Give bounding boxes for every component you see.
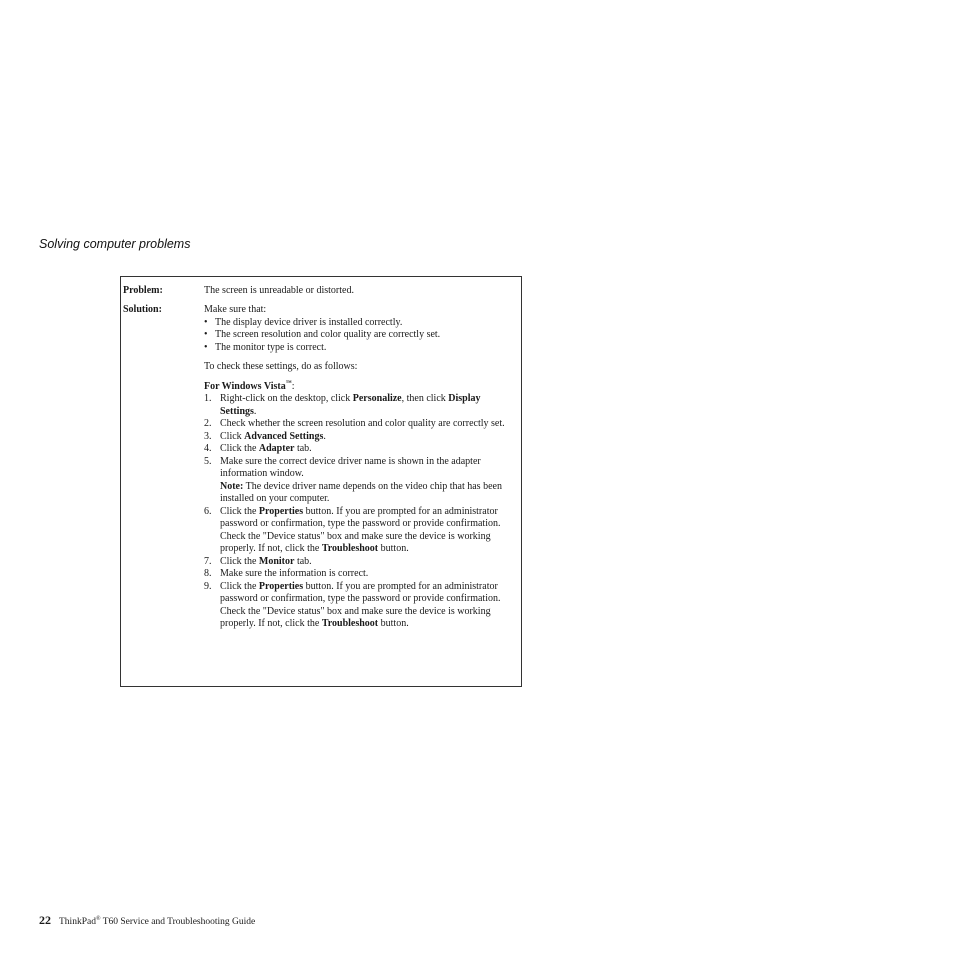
check-text: To check these settings, do as follows: — [204, 361, 358, 372]
step-8 — [204, 568, 516, 581]
ui-term: Display Settings — [220, 393, 481, 417]
step-text: tab. — [294, 555, 312, 567]
step-text: button. — [378, 618, 409, 629]
step-text: button. If you are prompted for an administrator password or confirmation, type the password or provide confirmation. Check the "Device status" box and make sure the device is working properly. If not, click the — [220, 505, 501, 554]
os-heading — [204, 381, 516, 394]
ui-term: Troubleshoot — [321, 618, 379, 629]
step-text: . — [323, 430, 326, 442]
ui-term: Adapter — [258, 443, 295, 454]
ui-term: Properties — [258, 505, 304, 517]
step-3 — [204, 431, 516, 444]
step-text: Click the — [220, 555, 259, 567]
bullet-list — [204, 317, 516, 355]
step-text: Right-click on the desktop, click — [220, 393, 353, 404]
list-item: • The monitor type is correct. — [204, 342, 516, 355]
list-item: • The screen resolution and color quality are correctly set. — [204, 329, 516, 342]
list-item: • The display device driver is installed correctly. — [204, 317, 516, 330]
step-5 — [204, 456, 516, 506]
note-label: Note: — [220, 480, 244, 492]
ui-term: Advanced Settings — [244, 430, 324, 442]
step-number: 2. — [204, 418, 212, 429]
step-text: . — [253, 405, 257, 417]
footer-title: T60 Service and Troubleshooting Guide — [100, 917, 256, 927]
step-number: 4. — [204, 443, 212, 454]
os-heading-text: For Windows Vista — [204, 380, 286, 392]
step-1 — [204, 393, 516, 418]
footer-brand: ThinkPad — [59, 917, 96, 927]
page-footer — [39, 913, 255, 928]
step-2 — [204, 418, 516, 431]
step-text: button. — [378, 543, 409, 554]
step-4 — [204, 443, 516, 456]
problem-solution-table — [120, 276, 522, 687]
page-number: 22 — [39, 913, 51, 927]
steps-list — [204, 393, 516, 631]
step-number: 3. — [204, 430, 212, 442]
step-number: 6. — [204, 505, 212, 517]
step-text: Click — [220, 430, 245, 442]
step-number: 9. — [204, 580, 212, 592]
step-9 — [204, 581, 516, 631]
step-text: Make sure the information is correct. — [220, 568, 369, 579]
step-number: 8. — [204, 568, 212, 579]
problem-label: Problem: — [123, 285, 163, 296]
step-text: tab. — [294, 443, 312, 454]
solution-intro: Make sure that: — [204, 304, 267, 315]
step-6 — [204, 506, 516, 556]
ui-term: Troubleshoot — [321, 543, 379, 554]
step-text: button. If you are prompted for an administrator password or confirmation, type the password or provide confirmation. Check the "Device status" box and make sure the device is working properly. If not, click the — [220, 580, 501, 629]
step-number: 5. — [204, 455, 212, 467]
ui-term: Personalize — [352, 393, 402, 404]
step-number: 7. — [204, 555, 212, 567]
step-text: Make sure the correct device driver name is shown in the adapter information window. — [220, 455, 481, 479]
step-text: Click the — [220, 443, 259, 454]
solution-label: Solution: — [123, 304, 162, 315]
ui-term: Monitor — [258, 555, 295, 567]
ui-term: Properties — [258, 580, 304, 592]
step-text: , then click — [401, 393, 449, 404]
solution-content — [204, 304, 516, 631]
os-heading-colon: : — [291, 380, 295, 392]
step-7 — [204, 556, 516, 569]
note-text: The device driver name depends on the video chip that has been installed on your computer. — [220, 480, 502, 504]
step-text: Check whether the screen resolution and color quality are correctly set. — [220, 418, 505, 429]
step-text: Click the — [220, 505, 259, 517]
step-number: 1. — [204, 393, 212, 404]
step-text: Click the — [220, 580, 259, 592]
section-heading: Solving computer problems — [39, 237, 191, 251]
trademark-mark: ™ — [285, 380, 292, 387]
registered-mark: ® — [95, 915, 101, 922]
problem-text: The screen is unreadable or distorted. — [204, 285, 354, 296]
